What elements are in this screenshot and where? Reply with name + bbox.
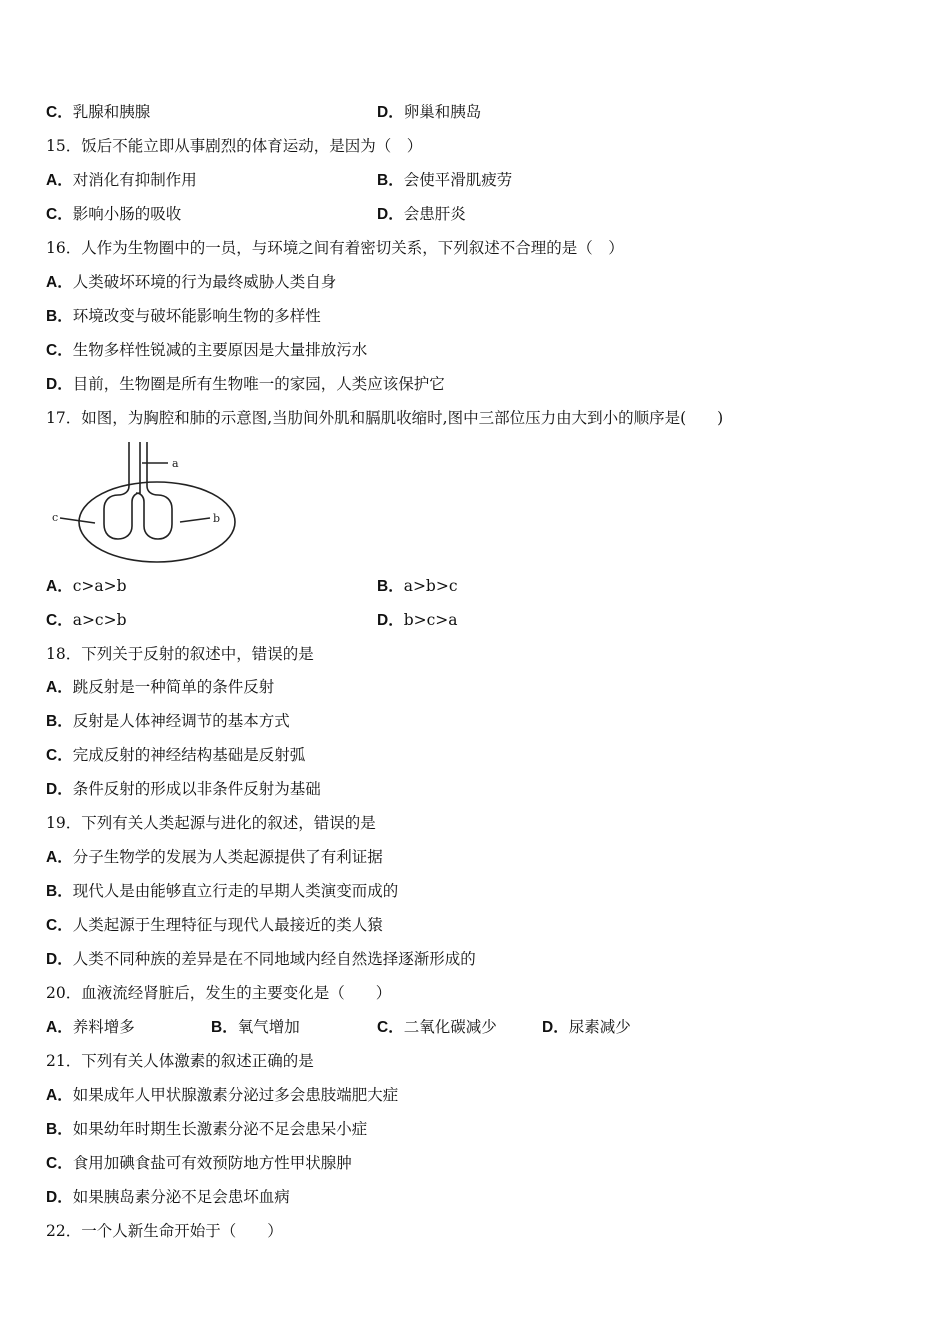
q18-option-b: B．反射是人体神经调节的基本方式 [46, 712, 290, 730]
label-b: b [213, 512, 221, 525]
q21-option-b: B．如果幼年时期生长激素分泌不足会患呆小症 [46, 1120, 368, 1138]
q17-option-c: C．a>c>b [46, 611, 127, 629]
q18-option-c: C．完成反射的神经结构基础是反射弧 [46, 746, 306, 764]
q17-option-d: D．b>c>a [377, 611, 458, 629]
q18-option-d: D．条件反射的形成以非条件反射为基础 [46, 780, 321, 798]
q18-option-a: A．跳反射是一种简单的条件反射 [46, 678, 275, 696]
q19-option-a: A．分子生物学的发展为人类起源提供了有利证据 [46, 848, 383, 866]
q19-option-d: D．人类不同种族的差异是在不同地域内经自然选择逐渐形成的 [46, 950, 476, 968]
thorax-lung-svg [50, 438, 240, 568]
q21-option-c: C．食用加碘食盐可有效预防地方性甲状腺肿 [46, 1154, 352, 1172]
q19-option-b: B．现代人是由能够直立行走的早期人类演变而成的 [46, 882, 399, 900]
q20-option-a: A．养料增多 [46, 1018, 135, 1036]
pointer-b [180, 518, 210, 522]
q20-stem: 20．血液流经肾脏后，发生的主要变化是（ ） [46, 984, 392, 1002]
q16-option-d: D．目前，生物圈是所有生物唯一的家园，人类应该保护它 [46, 375, 445, 393]
q17-option-b: B．a>b>c [377, 577, 458, 595]
q14-option-d: D．卵巢和胰岛 [377, 103, 482, 121]
thorax-lung-diagram [50, 438, 240, 568]
q21-option-d: D．如果胰岛素分泌不足会患坏血病 [46, 1188, 290, 1206]
label-c: c [52, 511, 59, 524]
pointer-c [60, 518, 95, 523]
q17-stem: 17．如图，为胸腔和肺的示意图,当肋间外肌和膈肌收缩时,图中三部位压力由大到小的顺序是( ) [46, 409, 724, 427]
q19-stem: 19．下列有关人类起源与进化的叙述，错误的是 [46, 814, 376, 832]
q16-option-c: C．生物多样性锐减的主要原因是大量排放污水 [46, 341, 368, 359]
q14-option-c: C．乳腺和胰腺 [46, 103, 151, 121]
q20-option-d: D．尿素减少 [542, 1018, 631, 1036]
trachea-right-lung [136, 442, 172, 539]
q16-option-a: A．人类破坏环境的行为最终威胁人类自身 [46, 273, 337, 291]
label-a: a [172, 457, 179, 470]
q21-option-a: A．如果成年人甲状腺激素分泌过多会患肢端肥大症 [46, 1086, 399, 1104]
q15-option-d: D．会患肝炎 [377, 205, 466, 223]
q22-stem: 22．一个人新生命开始于（ ） [46, 1222, 283, 1240]
q15-option-a: A．对消化有抑制作用 [46, 171, 197, 189]
q20-option-c: C．二氧化碳减少 [377, 1018, 497, 1036]
q16-stem: 16．人作为生物圈中的一员，与环境之间有着密切关系，下列叙述不合理的是（ ） [46, 239, 624, 257]
q21-stem: 21．下列有关人体激素的叙述正确的是 [46, 1052, 314, 1070]
q19-option-c: C．人类起源于生理特征与现代人最接近的类人猿 [46, 916, 383, 934]
chest-cavity-outline [79, 482, 235, 562]
q18-stem: 18．下列关于反射的叙述中，错误的是 [46, 645, 314, 663]
q16-option-b: B．环境改变与破坏能影响生物的多样性 [46, 307, 321, 325]
q15-option-b: B．会使平滑肌疲劳 [377, 171, 513, 189]
q15-option-c: C．影响小肠的吸收 [46, 205, 182, 223]
q20-option-b: B．氧气增加 [211, 1018, 300, 1036]
q15-stem: 15．饭后不能立即从事剧烈的体育运动，是因为（ ） [46, 137, 423, 155]
q17-option-a: A．c>a>b [46, 577, 127, 595]
